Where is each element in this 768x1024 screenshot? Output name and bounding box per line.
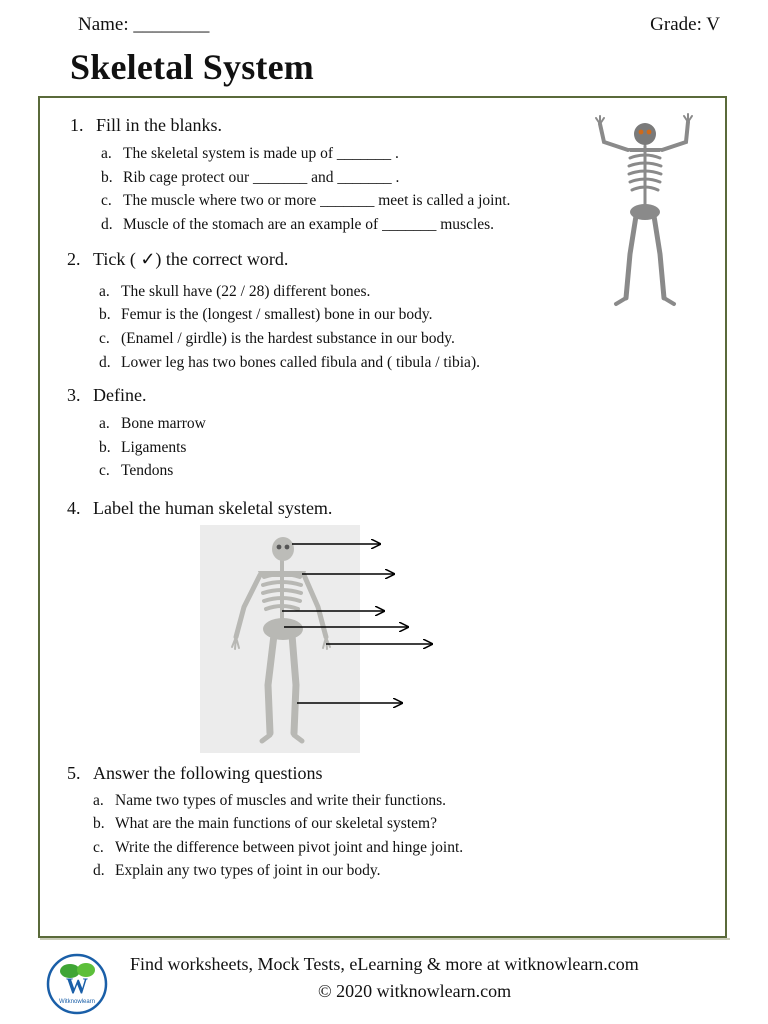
question-text: Label the human skeletal system. <box>93 498 333 518</box>
item-text: The skeletal system is made up of _______ . <box>123 145 399 162</box>
item-text: Bone marrow <box>121 415 206 432</box>
logo-letter: W <box>66 973 88 998</box>
grade-label: Grade: V <box>650 14 720 35</box>
question-1-title <box>70 115 222 136</box>
list-item <box>93 839 463 857</box>
item-text: Rib cage protect our _______ and _______ . <box>123 169 400 186</box>
item-letter: b. <box>99 439 111 456</box>
item-text: Tendons <box>121 462 174 479</box>
item-text: Explain any two types of joint in our body. <box>115 862 381 879</box>
list-item <box>93 862 380 880</box>
question-5-title <box>67 763 322 784</box>
item-text: Ligaments <box>121 439 187 456</box>
item-text: What are the main functions of our skeletal system? <box>115 815 437 832</box>
question-3-title <box>67 385 146 406</box>
item-letter: c. <box>101 192 112 209</box>
item-letter: a. <box>93 792 104 809</box>
item-letter: b. <box>93 815 105 832</box>
list-item <box>101 145 399 163</box>
question-number: 5. <box>67 763 81 783</box>
footer-copyright: © 2020 witknowlearn.com <box>318 981 512 1001</box>
question-text: Answer the following questions <box>93 763 323 783</box>
logo-text: Witknowlearn <box>58 999 96 1005</box>
list-item <box>99 354 480 372</box>
item-letter: a. <box>99 283 110 300</box>
page-title: Skeletal System <box>70 47 314 87</box>
item-letter: a. <box>101 145 112 162</box>
list-item <box>99 306 433 324</box>
item-text: Lower leg has two bones called fibula and ( tibula / tibia). <box>121 354 480 371</box>
list-item <box>93 792 446 810</box>
item-text: The muscle where two or more _______ meet is called a joint. <box>123 192 511 209</box>
item-letter: a. <box>99 415 110 432</box>
question-4-title <box>67 498 332 519</box>
item-letter: b. <box>99 306 111 323</box>
list-item <box>99 439 186 457</box>
label-arrows <box>200 525 460 753</box>
item-text: The skull have (22 / 28) different bones. <box>121 283 371 300</box>
question-number: 3. <box>67 385 81 405</box>
list-item <box>99 330 455 348</box>
question-text: Tick ( ✓) the correct word. <box>93 249 289 269</box>
question-2-title <box>67 249 288 270</box>
name-field-label: Name: ________ <box>78 14 210 35</box>
list-item <box>99 462 173 480</box>
item-letter: d. <box>101 216 113 233</box>
item-text: Muscle of the stomach are an example of _______ muscles. <box>123 216 495 233</box>
frame-shadow <box>40 938 730 940</box>
item-text: Name two types of muscles and write their functions. <box>115 792 447 809</box>
item-text: Femur is the (longest / smallest) bone in our body. <box>121 306 433 323</box>
list-item <box>99 283 370 301</box>
list-item <box>99 415 206 433</box>
question-number: 1. <box>70 115 84 135</box>
list-item <box>101 192 510 210</box>
list-item <box>93 815 437 833</box>
item-letter: d. <box>93 862 105 879</box>
question-number: 4. <box>67 498 81 518</box>
item-letter: d. <box>99 354 111 371</box>
question-text: Fill in the blanks. <box>96 115 222 135</box>
question-number: 2. <box>67 249 81 269</box>
item-text: (Enamel / girdle) is the hardest substance in our body. <box>121 330 455 347</box>
item-letter: c. <box>99 330 110 347</box>
skeleton-illustration <box>590 112 700 308</box>
item-letter: c. <box>93 839 104 856</box>
item-letter: c. <box>99 462 110 479</box>
list-item <box>101 169 399 187</box>
item-text: Write the difference between pivot joint and hinge joint. <box>115 839 464 856</box>
footer-promo-text: Find worksheets, Mock Tests, eLearning & more at witknowlearn.com <box>130 954 639 974</box>
item-letter: b. <box>101 169 113 186</box>
question-text: Define. <box>93 385 147 405</box>
list-item <box>101 216 494 234</box>
witknowlearn-logo <box>42 953 112 1015</box>
